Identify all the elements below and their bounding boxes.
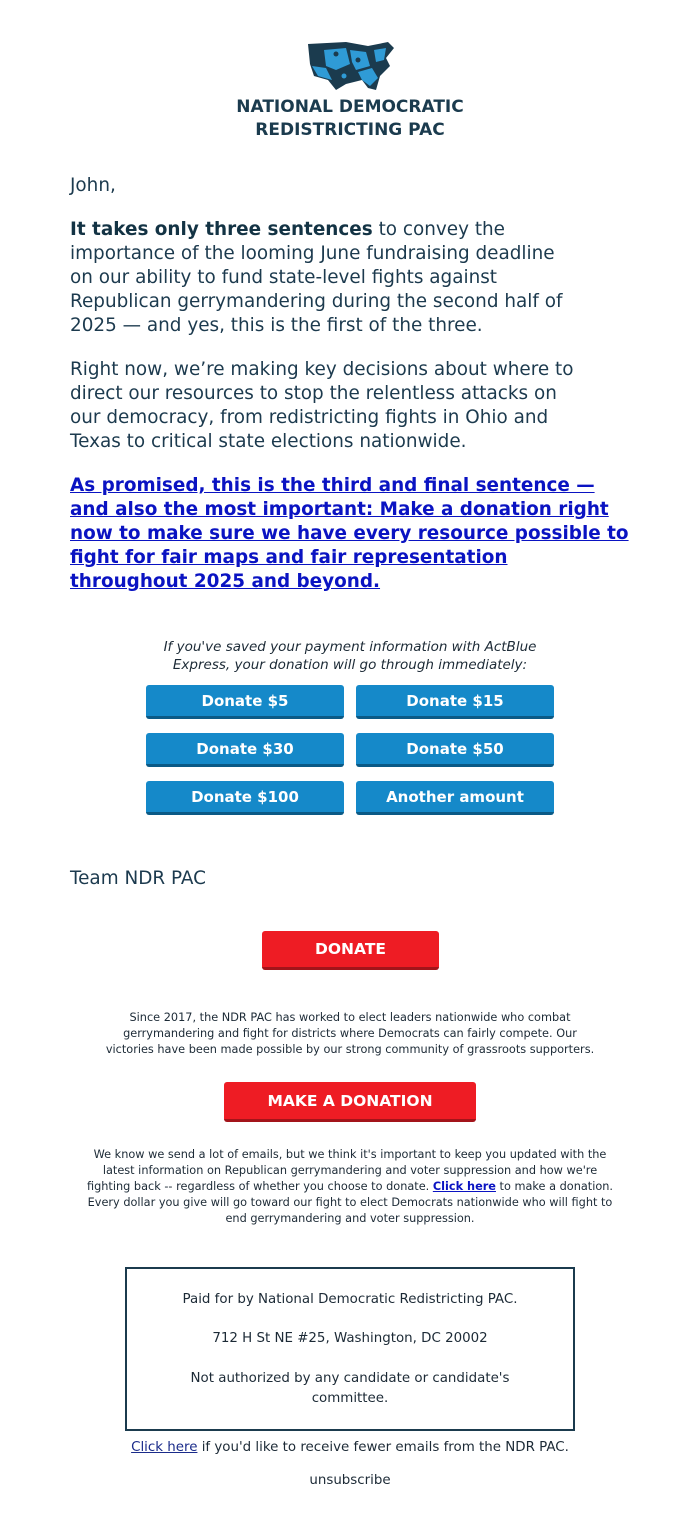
fewer-emails-line <box>0 1440 700 1455</box>
p1-line: importance of the looming June fundraising deadline <box>70 243 555 264</box>
p1-line: 2025 — and yes, this is the first of the three. <box>70 315 483 336</box>
not-authorized-line: committee. <box>311 1391 389 1406</box>
unsubscribe-link[interactable]: unsubscribe <box>309 1473 391 1488</box>
about-text <box>60 1010 640 1058</box>
p1-bold-lead: It takes only three sentences <box>70 219 373 240</box>
fewer-emails-text: if you'd like to receive fewer emails from the NDR PAC. <box>197 1440 569 1455</box>
click-here-donate-link[interactable]: Click here <box>432 1180 496 1193</box>
emails-note-line: We know we send a lot of emails, but we think it's important to keep you updated with the <box>93 1148 607 1161</box>
donate-button[interactable]: DONATE <box>262 931 439 970</box>
cta-line: and also the most important: Make a donation right <box>70 499 609 520</box>
usa-puzzle-map-icon <box>306 40 396 94</box>
emails-note <box>60 1147 640 1227</box>
not-authorized-line: Not authorized by any candidate or candidate's <box>190 1371 510 1386</box>
about-line: Since 2017, the NDR PAC has worked to elect leaders nationwide who combat <box>129 1011 571 1024</box>
logo-title-line1: NATIONAL DEMOCRATIC <box>236 97 464 117</box>
cta-line: As promised, this is the third and final sentence — <box>70 475 595 496</box>
p1-line: Republican gerrymandering during the second half of <box>70 291 563 312</box>
donate-50-button[interactable]: Donate $50 <box>356 733 554 767</box>
emails-note-line: Every dollar you give will go toward our fight to elect Democrats nationwide who will fight to <box>87 1196 613 1209</box>
p2-line: Right now, we’re making key decisions about where to <box>70 359 574 380</box>
paid-for-text: Paid for by National Democratic Redistricting PAC. <box>182 1292 518 1307</box>
actblue-express-note <box>130 638 570 674</box>
logo-title-line2: REDISTRICTING PAC <box>255 120 445 140</box>
paragraph-2 <box>70 358 635 454</box>
cta-line: now to make sure we have every resource possible to <box>70 523 629 544</box>
express-note-line: If you've saved your payment information with ActBlue <box>163 639 537 655</box>
fewer-emails-link[interactable]: Click here <box>131 1440 198 1455</box>
cta-line: fight for fair maps and fair representation <box>70 547 508 568</box>
p2-line: direct our resources to stop the relentless attacks on <box>70 383 557 404</box>
p1-line: on our ability to fund state-level fights against <box>70 267 498 288</box>
greeting: John, <box>70 175 116 196</box>
make-a-donation-button[interactable]: MAKE A DONATION <box>224 1082 476 1122</box>
p2-line: Texas to critical state elections nationwide. <box>70 431 467 452</box>
donation-cta-link[interactable] <box>70 474 640 594</box>
donate-100-button[interactable]: Donate $100 <box>146 781 344 815</box>
p2-line: our democracy, from redistricting fights in Ohio and <box>70 407 549 428</box>
cta-line: throughout 2025 and beyond. <box>70 571 381 592</box>
sign-off: Team NDR PAC <box>70 868 207 889</box>
express-note-line: Express, your donation will go through immediately: <box>172 657 528 673</box>
emails-note-line: end gerrymandering and voter suppression. <box>225 1212 475 1225</box>
about-line: victories have been made possible by our strong community of grassroots supporters. <box>105 1043 595 1056</box>
donate-30-button[interactable]: Donate $30 <box>146 733 344 767</box>
emails-note-text: fighting back -- regardless of whether you choose to donate. <box>86 1180 433 1193</box>
emails-note-line: latest information on Republican gerrymandering and voter suppression and how we're <box>102 1164 598 1177</box>
paragraph-1 <box>70 218 635 338</box>
address-text: 712 H St NE #25, Washington, DC 20002 <box>212 1331 488 1346</box>
emails-note-line <box>60 1179 640 1195</box>
donate-5-button[interactable]: Donate $5 <box>146 685 344 719</box>
about-line: gerrymandering and fight for districts where Democrats can fairly compete. Our <box>123 1027 577 1040</box>
another-amount-button[interactable]: Another amount <box>356 781 554 815</box>
emails-note-text: to make a donation. <box>495 1180 614 1193</box>
p1-line: to convey the <box>372 219 506 240</box>
paid-for-disclaimer-box <box>125 1267 575 1431</box>
donate-15-button[interactable]: Donate $15 <box>356 685 554 719</box>
